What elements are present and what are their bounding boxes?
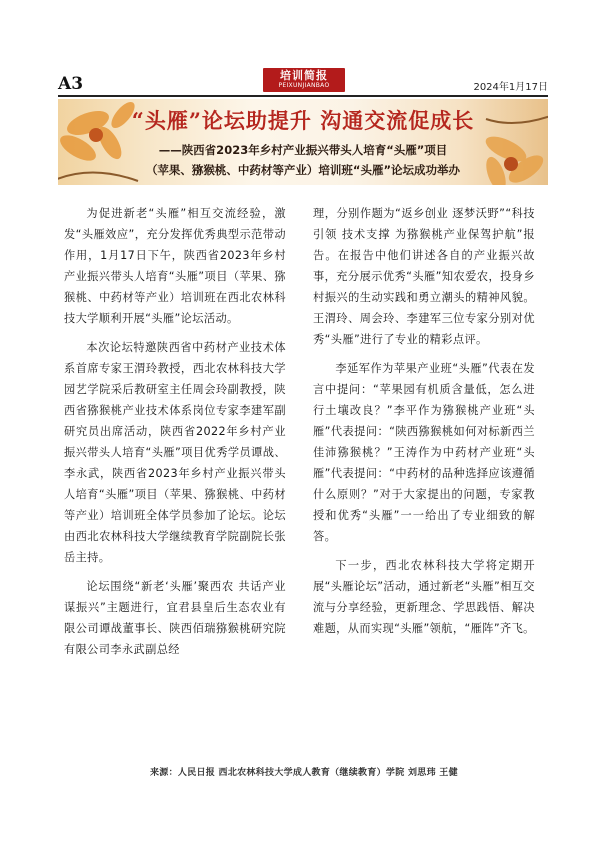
title-banner (58, 99, 548, 185)
article-column-right (313, 203, 535, 647)
page-number: A3 (58, 74, 84, 94)
article-paragraph: 李延军作为苹果产业班“头雁”代表在发言中提问：“苹果园有机质含量低，怎么进行土壤改良？”李平作为猕猴桃产业班“头雁”代表提问：“陕西猕猴桃如何对标新西兰佳沛猕猴桃？”王涛作为中药材产业班“头雁”代表提问：“中药材的品种选择应该遵循什么原则？”对于大家提出的问题，专家教授和优秀“头雁”一一给出了专业细致的解答。 (313, 362, 535, 543)
article-paragraph: 为促进新老“头雁”相互交流经验，激发“头雁效应”，充分发挥优秀典型示范带动作用，1月17日下午，陕西省2023年乡村产业振兴带头人培育“头雁”项目（苹果、猕猴桃、中药材等产业）培训班在西北农林科技大学顺利开展“头雁”论坛活动。 (64, 207, 286, 325)
article-paragraph: 本次论坛特邀陕西省中药材产业技术体系首席专家王渭玲教授，西北农林科技大学园艺学院采后教研室主任周会玲副教授，陕西省猕猴桃产业技术体系岗位专家李建军副研究员出席活动，陕西省2022年乡村产业振兴带头人培育“头雁”项目优秀学员谭战、李永武，陕西省2023年乡村产业振兴带头人培育“头雁”项目（苹果、猕猴桃、中药材等产业）培训班全体学员参加了论坛。论坛由西北农林科技大学继续教育学院副院长张岳主持。 (64, 341, 286, 564)
article-title: “头雁”论坛助提升 沟通交流促成长 (131, 108, 475, 133)
masthead-logo (263, 68, 345, 92)
article-subtitle-line2: （苹果、猕猴桃、中药材等产业）培训班“头雁”论坛成功举办 (145, 163, 461, 177)
article-paragraph: 论坛围绕“新老‘头雁’聚西农 共话产业谋振兴”主题进行，宜君县皇后生态农业有限公司谭战董事长、陕西佰瑞猕猴桃研究院有限公司李永武副总经 (64, 580, 286, 656)
article-subtitle-line1: ——陕西省2023年乡村产业振兴带头人培育“头雁”项目 (158, 143, 448, 157)
article-column-left (64, 203, 286, 668)
masthead-title: 培训简报 (280, 69, 328, 82)
article-source: 来源：人民日报 西北农林科技大学成人教育（继续教育）学院 刘思玮 王健 (150, 768, 458, 778)
article-paragraph-continued: 理，分别作题为“返乡创业 逐梦沃野”“科技引领 技术支撑 为猕猴桃产业保驾护航”报告。在报告中他们讲述各自的产业振兴故事，充分展示优秀“头雁”知农爱农，投身乡村振兴的生动实践和勇立潮头的精神风貌。王渭玲、周会玲、李建军三位专家分别对优秀“头雁”进行了专业的精彩点评。 (313, 207, 535, 346)
page-header (58, 66, 548, 96)
header-divider (58, 95, 548, 97)
issue-date: 2024年1月17日 (473, 82, 548, 93)
masthead-pinyin: PEIXUNJIANBAO (278, 82, 330, 89)
article-paragraph: 下一步，西北农林科技大学将定期开展“头雁论坛”活动，通过新老“头雁”相互交流与分享经验，更新理念、学思践悟、解决难题，从而实现“头雁”领航，“雁阵”齐飞。 (313, 559, 535, 635)
